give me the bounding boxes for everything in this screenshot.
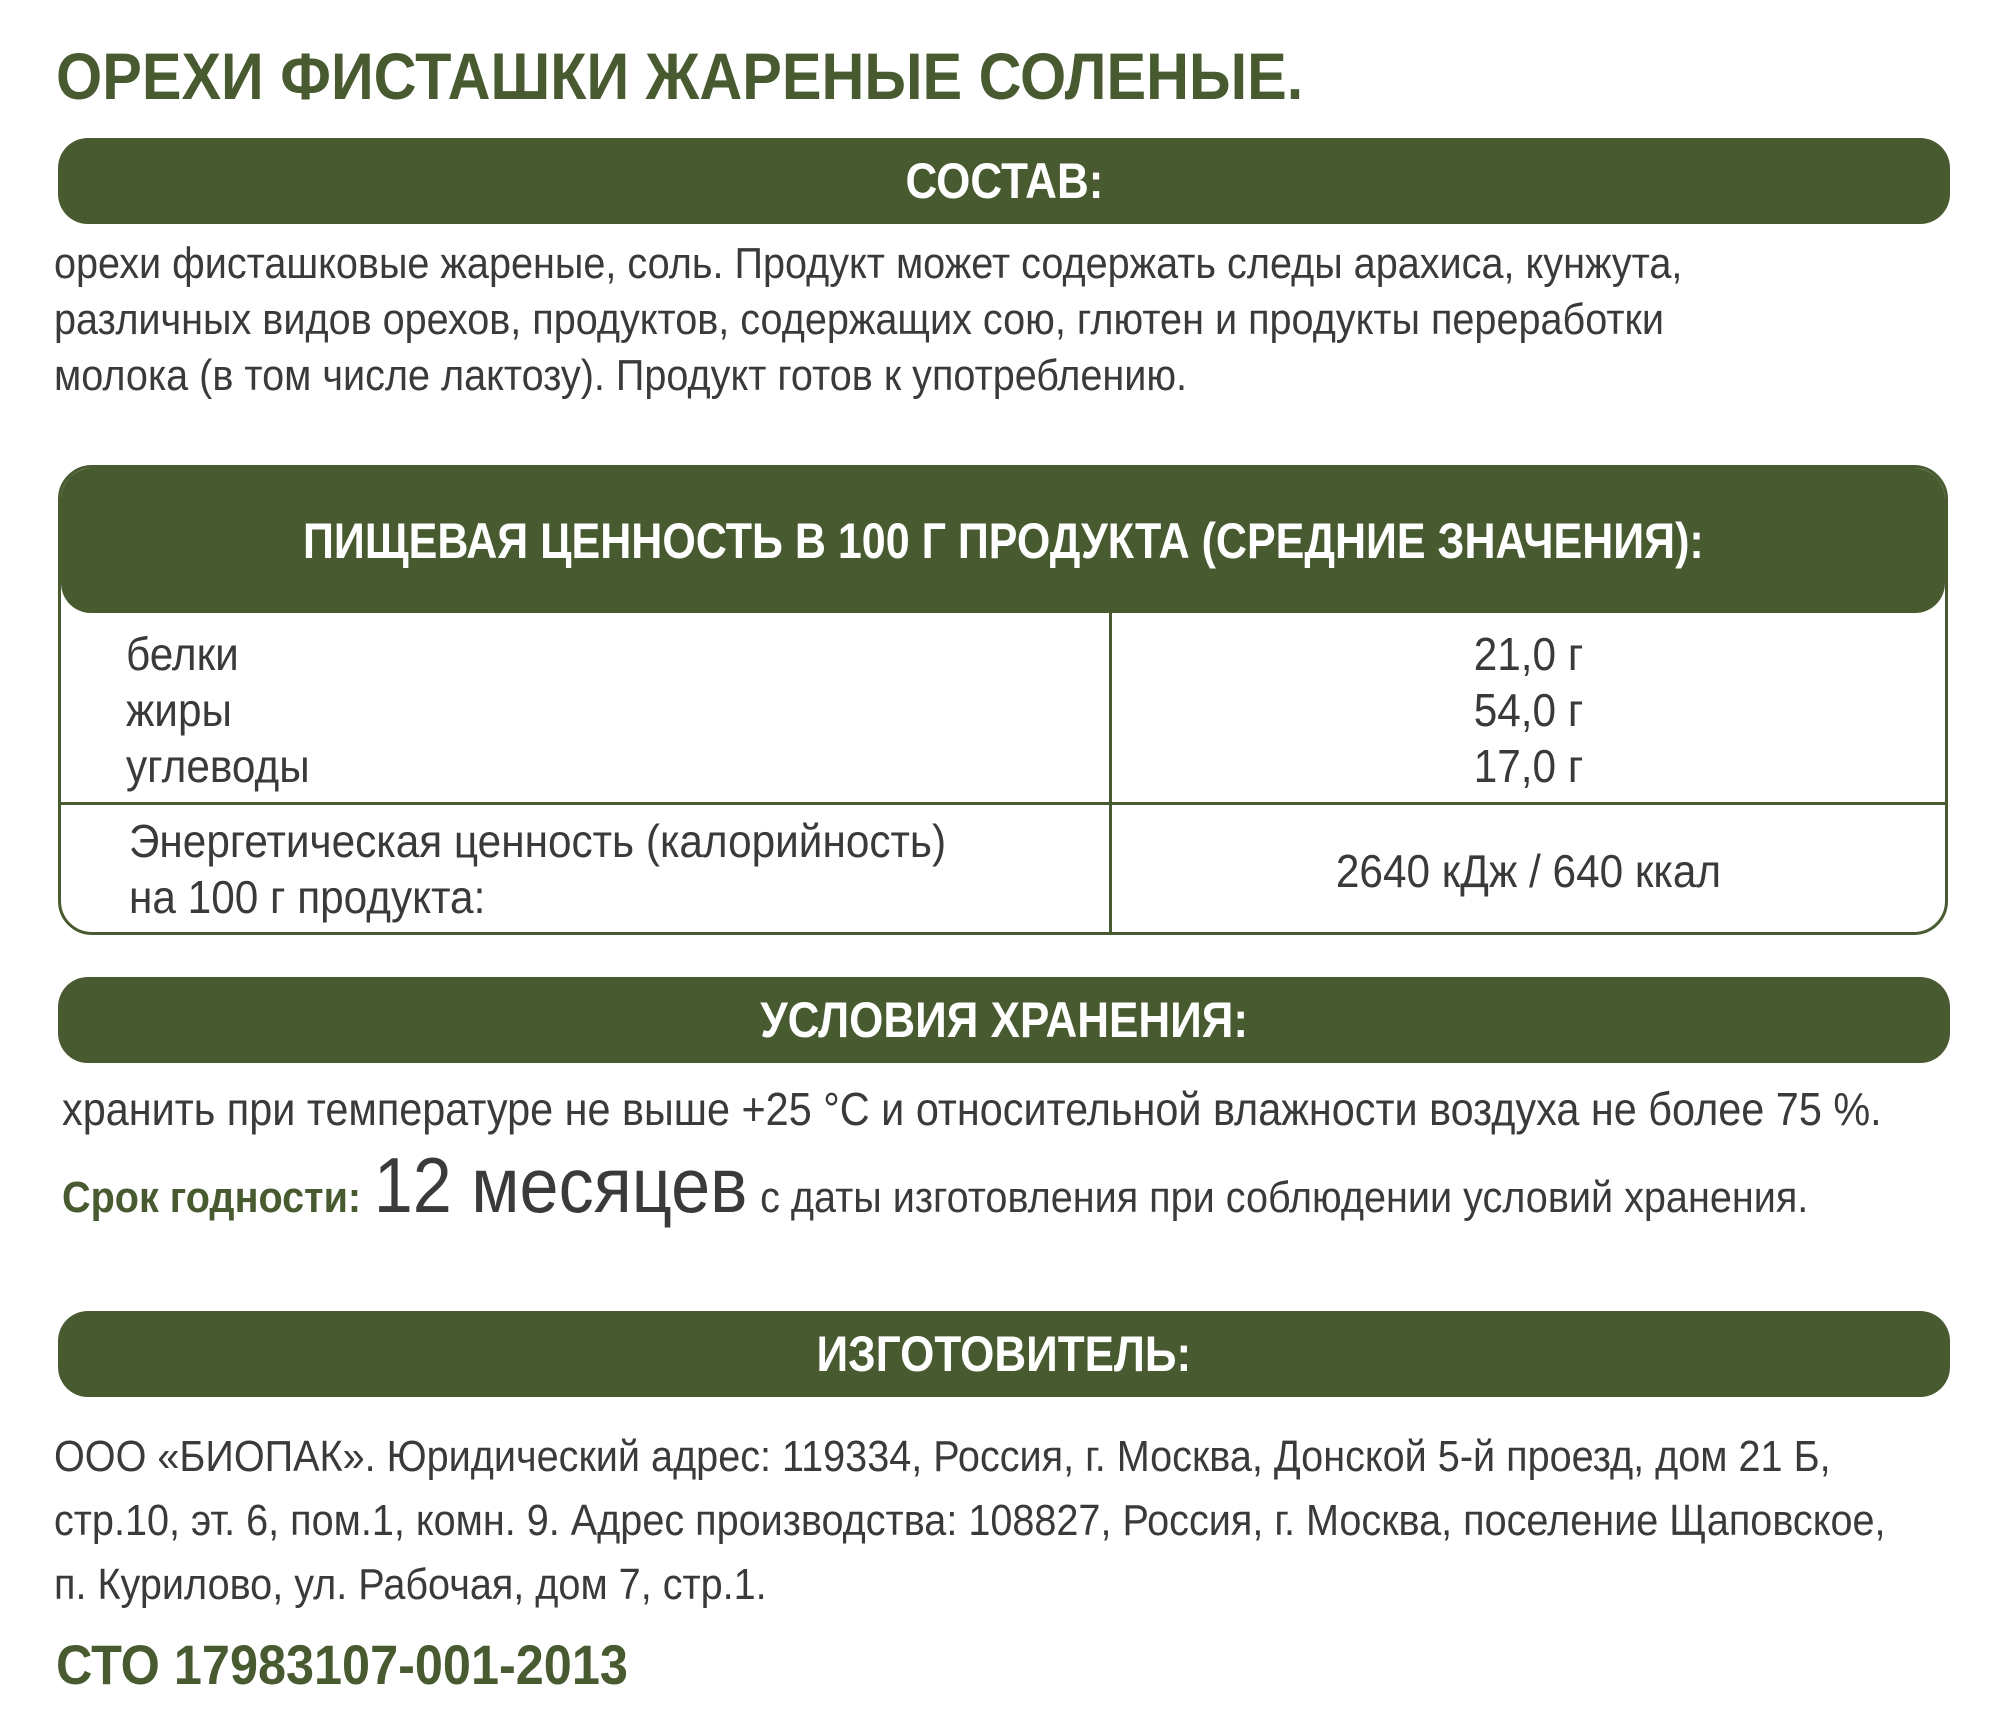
nutrient-names <box>126 626 326 794</box>
nutrient-values <box>1112 626 1945 794</box>
manufacturer-header <box>58 1311 1950 1397</box>
composition-header <box>58 138 1950 224</box>
energy-value-cell <box>1112 843 1945 899</box>
composition-line: различных видов орехов, продуктов, содержащих сою, глютен и продукты переработки <box>54 295 1664 344</box>
storage-header-text: УСЛОВИЯ ХРАНЕНИЯ: <box>760 992 1248 1048</box>
manufacturer-header-text: ИЗГОТОВИТЕЛЬ: <box>816 1326 1192 1382</box>
manufacturer-line: стр.10, эт. 6, пом.1, комн. 9. Адрес производства: 108827, Россия, г. Москва, поселение Щаповское, <box>54 1496 1886 1545</box>
nutrient-name-fat: жиры <box>126 684 232 736</box>
composition-header-text: СОСТАВ: <box>905 153 1103 209</box>
manufacturer-line: п. Курилово, ул. Рабочая, дом 7, стр.1. <box>54 1560 767 1609</box>
manufacturer-text <box>54 1425 1999 1617</box>
nutrient-name-protein: белки <box>126 628 239 680</box>
energy-value: 2640 кДж / 640 ккал <box>1335 845 1722 897</box>
energy-label <box>129 813 1017 925</box>
shelf-life-label: Срок годности: <box>62 1173 362 1222</box>
shelf-life-conditions: с даты изготовления при соблюдении условий хранения. <box>760 1173 1809 1222</box>
nutrition-header-text: ПИЩЕВАЯ ЦЕННОСТЬ В 100 Г ПРОДУКТА (СРЕДНИЕ ЗНАЧЕНИЯ): <box>302 512 1704 569</box>
energy-label-line: Энергетическая ценность (калорийность) <box>129 815 947 867</box>
shelf-life-value: 12 месяцев <box>373 1141 748 1229</box>
product-title: ОРЕХИ ФИСТАШКИ ЖАРЕНЫЕ СОЛЕНЫЕ. <box>56 39 1304 113</box>
nutrient-value-protein: 21,0 г <box>1473 628 1584 680</box>
storage-text: хранить при температуре не выше +25 °С и относительной влажности воздуха не более 75 %. <box>62 1083 1882 1135</box>
nutrition-header <box>61 468 1945 613</box>
standard-code: СТО 17983107-001-2013 <box>56 1633 628 1696</box>
composition-line: молока (в том числе лактозу). Продукт готов к употреблению. <box>54 351 1188 400</box>
table-divider-horizontal <box>61 802 1945 805</box>
nutrient-value-carbs: 17,0 г <box>1473 740 1584 792</box>
energy-label-line: на 100 г продукта: <box>129 871 486 923</box>
storage-header <box>58 977 1950 1063</box>
nutrient-value-fat: 54,0 г <box>1473 684 1584 736</box>
nutrient-name-carbs: углеводы <box>126 740 310 792</box>
manufacturer-line: ООО «БИОПАК». Юридический адрес: 119334, Россия, г. Москва, Донской 5-й проезд, дом 21 Б, <box>54 1432 1831 1481</box>
shelf-life <box>62 1140 1808 1231</box>
composition-text <box>54 236 1863 404</box>
composition-line: орехи фисташковые жареные, соль. Продукт может содержать следы арахиса, кунжута, <box>54 239 1683 288</box>
nutrition-table <box>58 465 1948 935</box>
